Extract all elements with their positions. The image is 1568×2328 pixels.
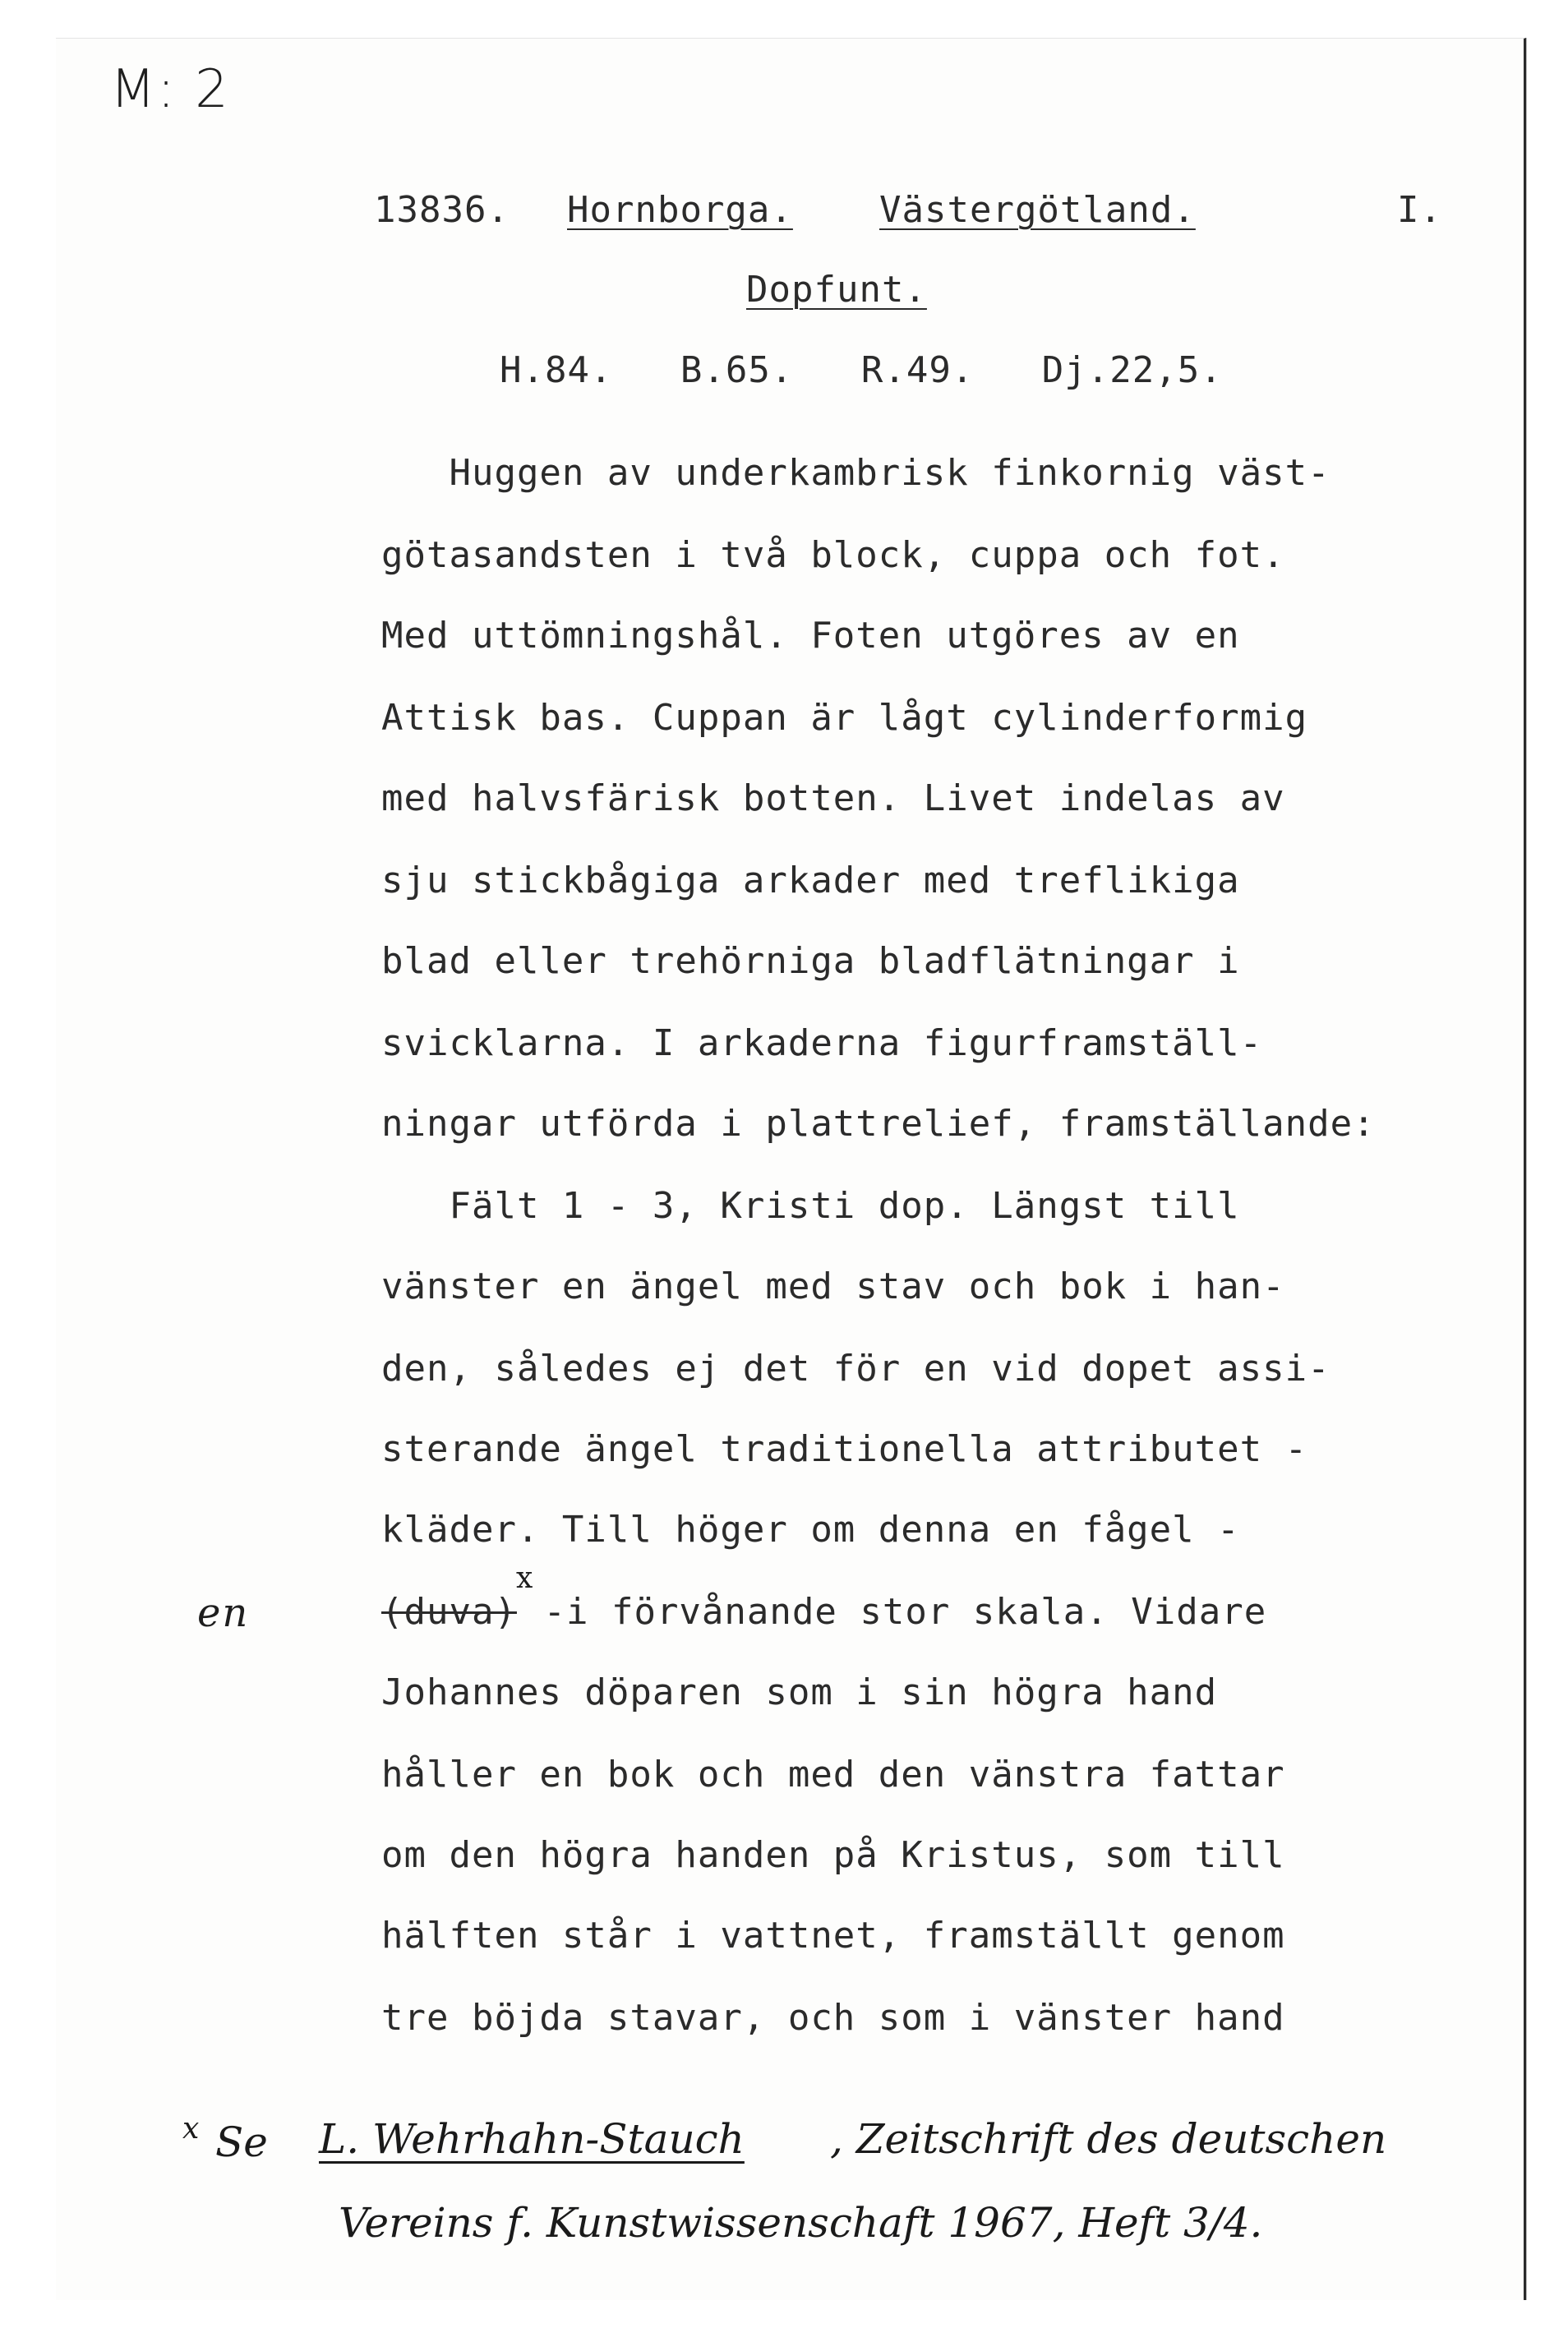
province-name: Västergötland. (879, 189, 1196, 231)
footnote-mark: x (182, 2112, 200, 2146)
text-line: Johannes döparen som i sin högra hand (381, 1671, 1218, 1713)
section-number: I. (1397, 189, 1442, 231)
text-line: götasandsten i två block, cuppa och fot. (381, 534, 1285, 576)
text-line: håller en bok och med den vänstra fattar (381, 1754, 1285, 1796)
text-line: sterande ängel traditionella attributet - (381, 1428, 1308, 1470)
insert-mark: x (516, 1561, 535, 1595)
text-line: vänster en ängel med stav och bok i han- (381, 1265, 1285, 1307)
text-line: ningar utförda i plattrelief, framställande: (381, 1103, 1376, 1145)
margin-correction: en (197, 1590, 250, 1636)
footnote-journal: , Zeitschrift des deutschen (830, 2115, 1387, 2163)
text-line: blad eller trehörniga bladflätningar i (381, 940, 1240, 982)
place-name: Hornborga. (567, 189, 793, 231)
footnote-author: L. Wehrhahn-Stauch (319, 2115, 745, 2163)
footnote-prefix: Se (215, 2118, 268, 2166)
footnote-line-2: Vereins f. Kunstwissenschaft 1967, Heft 3/4. (339, 2199, 1263, 2247)
text-line: hälften står i vattnet, framställt genom (381, 1915, 1285, 1957)
struck-word: (duva) (381, 1591, 517, 1633)
corner-mark: M: 2 (110, 59, 230, 120)
text-line: -i förvånande stor skala. Vidare (521, 1591, 1267, 1633)
catalogue-number: 13836. (374, 189, 510, 231)
text-line: Huggen av underkambrisk finkornig väst- (381, 452, 1330, 494)
text-line: om den högra handen på Kristus, som till (381, 1834, 1285, 1876)
text-line: svicklarna. I arkaderna figurframställ- (381, 1022, 1263, 1064)
text-line: den, således ej det för en vid dopet assi- (381, 1348, 1330, 1390)
text-line: med halvsfärisk botten. Livet indelas av (381, 777, 1285, 819)
text-line: kläder. Till höger om denna en fågel - (381, 1509, 1240, 1551)
text-line: sju stickbågiga arkader med treflikiga (381, 860, 1240, 901)
text-line: tre böjda stavar, och som i vänster hand (381, 1997, 1285, 2039)
object-title: Dopfunt. (746, 269, 927, 311)
dimensions: H.84. B.65. R.49. Dj.22,5. (500, 349, 1223, 391)
text-line: Attisk bas. Cuppan är lågt cylinderformig (381, 697, 1308, 739)
text-line: Fält 1 - 3, Kristi dop. Längst till (381, 1185, 1240, 1227)
text-line: Med uttömningshål. Foten utgöres av en (381, 615, 1240, 657)
